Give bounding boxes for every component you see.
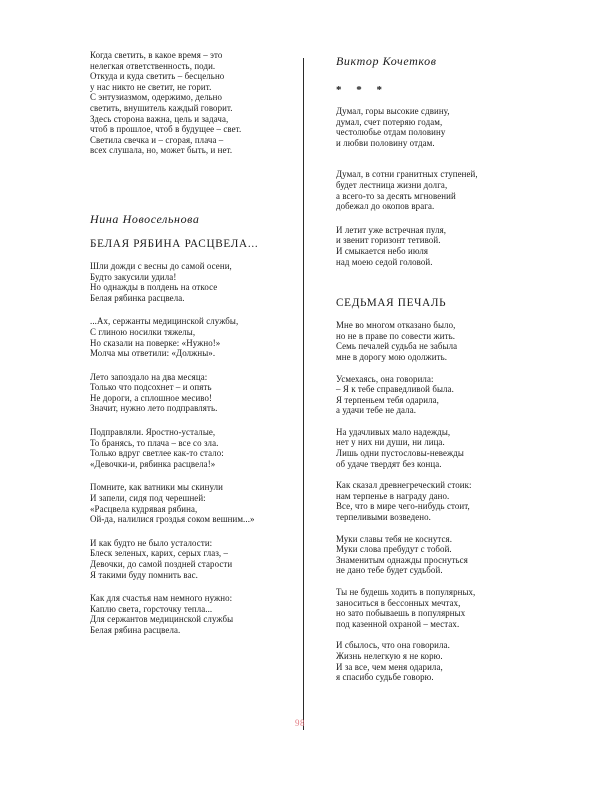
stanza <box>336 427 516 469</box>
stanza <box>336 534 516 576</box>
poem-line: Усмехаясь, она говорила: <box>336 373 434 384</box>
poem-line: С глиною носилки тяжелы, <box>90 326 196 337</box>
poem-line: добежал до окопов врага. <box>336 201 435 212</box>
poem-line: Семь печалей судьба не забыла <box>336 341 458 352</box>
author-name: Нина Новосельнова <box>90 211 200 226</box>
stanza <box>336 106 516 148</box>
poem-line: нелегкая ответственность, поди. <box>90 60 216 71</box>
poem-line: не дано тебе будет судьбой. <box>336 565 443 576</box>
poem-line: Ой-да, налилися гроздья соком вешним...» <box>90 514 255 525</box>
stanza <box>90 593 298 635</box>
poem-line: а удачи тебе не дала. <box>336 405 417 416</box>
page-number: 98 <box>295 718 305 728</box>
poem-line: И за все, чем меня одарила, <box>336 661 443 672</box>
poem-line: Как для счастья нам немного нужно: <box>90 593 233 604</box>
poem-line: Жизнь нелегкую я не корю. <box>336 650 443 661</box>
poem-line: – Я к тебе справедливой была. <box>336 384 454 395</box>
poem-line: Белая рябина расцвела. <box>90 624 181 635</box>
column-divider <box>303 58 304 730</box>
stanza <box>336 480 516 522</box>
poem-line: Думал, горы высокие сдвину, <box>336 106 450 116</box>
poem-line: Как сказал древнегреческий стоик: <box>336 480 472 491</box>
poem-line: И как будто не было усталости: <box>90 537 213 548</box>
poem-line: И летит уже встречная пуля, <box>336 224 447 235</box>
poem-line: но не в праве по совести жить. <box>336 330 456 341</box>
poem-line: под казенной охраной – местах. <box>336 618 460 629</box>
poem-line: думал, счет потеряю годам, <box>336 116 443 127</box>
poem-line: Мне во многом отказано было, <box>336 320 456 331</box>
poem-line: а всего-то за десять мгновений <box>336 190 456 201</box>
poem-line: И смыкается небо июля <box>336 245 429 256</box>
poem-line: и любви половину отдам. <box>336 137 435 148</box>
poem-line: чтоб в прошлое, чтоб в будущее – свет. <box>90 124 242 135</box>
poem-line: Здесь сторона важна, цель и задача, <box>90 113 229 124</box>
poem-line: всех слушала, но, может быть, и нет. <box>90 145 233 156</box>
poem-line: И запели, сидя под черешней: <box>90 493 206 504</box>
poem-line: но зато побываешь в популярных <box>336 608 466 619</box>
poem-line: Но однажды в полдень на откосе <box>90 282 218 293</box>
poem-line: Девочки, до самой поздней старости <box>90 559 233 569</box>
stanza <box>336 587 516 629</box>
stanza <box>336 225 516 267</box>
poem-line: Все, что в мире чего-нибудь стоит, <box>336 501 470 512</box>
poem-title: СЕДЬМАЯ ПЕЧАЛЬ <box>336 297 447 310</box>
poem-line: у нас никто не светит, не горит. <box>90 81 212 92</box>
poem-line: Каплю света, горсточку тепла... <box>90 603 213 614</box>
poem-line: заноситься в бессонных мечтах, <box>336 597 461 608</box>
poem-line: Белая рябинка расцвела. <box>90 292 185 303</box>
poem-line: ...Ах, сержанты медицинской службы, <box>90 316 239 327</box>
poem-line: я спасибо судьбе говорю. <box>336 672 434 683</box>
poem-line: И сбылось, что она говорила. <box>336 640 450 651</box>
author-name: Виктор Кочетков <box>336 54 437 68</box>
poem-line: об удаче твердят без конца. <box>336 458 442 469</box>
poem-line: Для сержантов медицинской службы <box>90 614 234 625</box>
right-column <box>336 54 516 683</box>
poem-line: Ты не будешь ходить в популярных, <box>336 587 476 597</box>
stanza <box>90 261 298 303</box>
stanza <box>336 169 516 211</box>
poem-line: Я такими буду помнить вас. <box>90 569 198 580</box>
poem-line: Я терпеньем тебя одарила, <box>336 394 439 405</box>
poem-line: над моею седой головой. <box>336 256 433 267</box>
poem-line: Муки славы тебя не коснутся. <box>336 533 453 544</box>
poem-line: То бранясь, то плача – все со зла. <box>90 437 219 448</box>
poem-line: «Девочки-и, рябинка расцвела!» <box>90 458 216 469</box>
stanza <box>336 374 516 416</box>
poem-line: Шли дожди с весны до самой осени, <box>90 260 232 271</box>
poem-title-asterisks: * * * <box>336 84 388 96</box>
poem-line: Думал, в сотни гранитных ступеней, <box>336 169 478 180</box>
stanza <box>90 50 298 156</box>
poem-line: На удачливых мало надежды, <box>336 426 451 437</box>
poem-line: Значит, нужно лето подправлять. <box>90 403 218 414</box>
stanza <box>90 538 298 580</box>
poem-line: С энтузиазмом, одержимо, дельно <box>90 92 223 103</box>
poem-line: Когда светить, в какое время – это <box>90 50 223 60</box>
stanza <box>336 640 516 682</box>
poem-line: Молча мы ответили: «Должны». <box>90 348 216 359</box>
poem-title: БЕЛАЯ РЯБИНА РАСЦВЕЛА... <box>90 237 259 250</box>
poem-line: Только вдруг светлее как-то стало: <box>90 448 224 459</box>
stanza <box>336 320 516 362</box>
poem-line: будет лестница жизни долга, <box>336 179 448 190</box>
poem-line: Откуда и куда светить – бесцельно <box>90 71 225 82</box>
poem-line: Будто закусили удила! <box>90 271 177 282</box>
poem-line: нам терпенье в награду дано. <box>336 490 450 501</box>
poem-line: Блеск зеленых, карих, серых глаз, – <box>90 548 229 559</box>
poem-line: Не дороги, а сплошное месиво! <box>90 392 213 403</box>
poem-line: терпеливыми возведено. <box>336 512 431 523</box>
poem-line: нет у них ни души, ни лица. <box>336 437 445 448</box>
poem-line: честолюбье отдам половину <box>336 127 446 138</box>
poem-line: Муки слова пребудут с тобой. <box>336 544 452 555</box>
stanza <box>90 372 298 414</box>
stanza <box>90 482 298 524</box>
poem-line: мне в дорогу мою одолжить. <box>336 351 448 362</box>
poem-line: Только что подсохнет – и опять <box>90 382 212 393</box>
poem-line: Помните, как ватники мы скинули <box>90 482 224 493</box>
poem-line: Лето запоздало на два месяца: <box>90 371 208 382</box>
left-column <box>90 50 298 636</box>
poem-line: Подправляли. Яростно-усталые, <box>90 427 216 438</box>
poem-line: Но сказали на поверке: «Нужно!» <box>90 337 221 348</box>
poem-line: «Расцвела кудрявая рябина, <box>90 503 198 514</box>
poem-line: и звенит горизонт тетивой. <box>336 235 441 246</box>
poem-line: светить, внушитель каждый говорит. <box>90 102 233 113</box>
stanza <box>90 427 298 469</box>
poem-line: Светила свечка и – сгорая, плача – <box>90 134 224 145</box>
poem-line: Лишь одни пустословы-невежды <box>336 448 464 459</box>
poem-line: Знаменитым однажды проснуться <box>336 554 468 565</box>
stanza <box>90 316 298 358</box>
